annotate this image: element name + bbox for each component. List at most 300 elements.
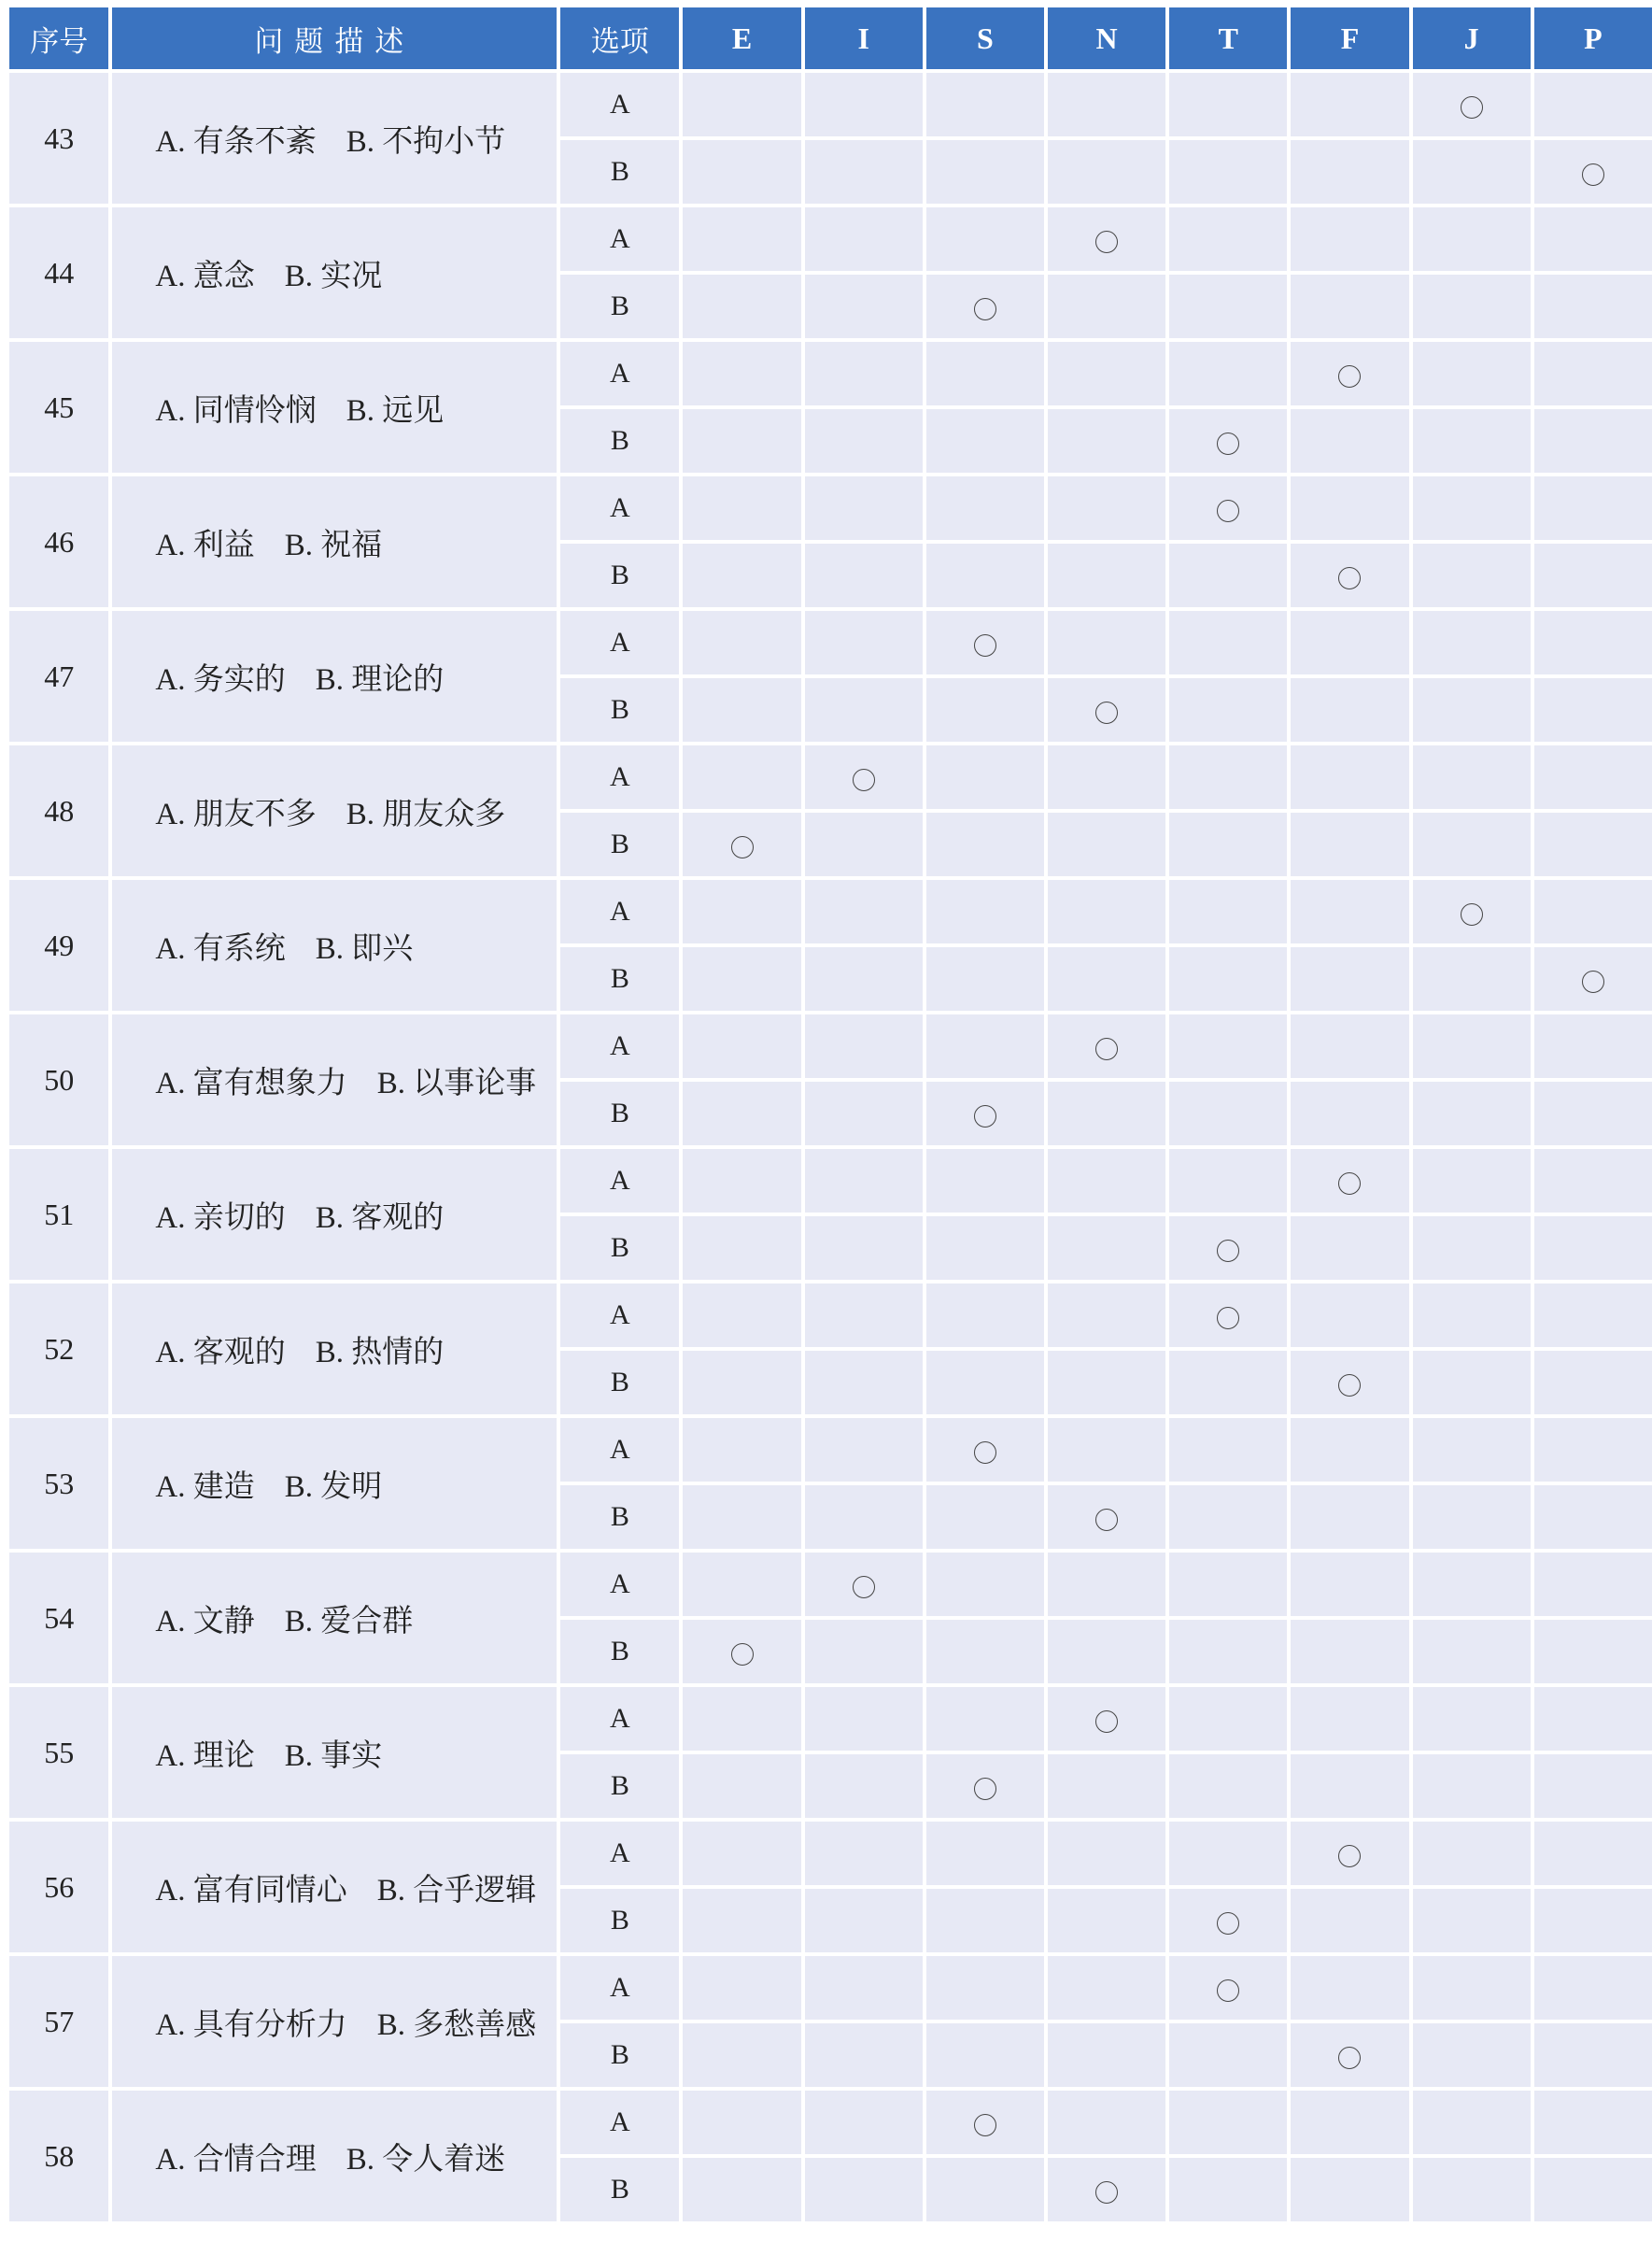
cell-n (1048, 1620, 1165, 1683)
choice-a-text: A. 合情合理 (155, 2142, 317, 2177)
cell-p (1534, 342, 1652, 405)
cell-f (1291, 1620, 1408, 1683)
cell-e (683, 207, 800, 271)
question-number: 43 (9, 73, 108, 204)
cell-p (1534, 1485, 1652, 1549)
cell-t (1169, 1216, 1287, 1280)
cell-n (1048, 611, 1165, 674)
cell-p (1534, 73, 1652, 136)
cell-j (1413, 611, 1531, 674)
cell-t (1169, 1149, 1287, 1213)
cell-p (1534, 1082, 1652, 1145)
cell-e (683, 2023, 800, 2087)
cell-j (1413, 2158, 1531, 2221)
option-b-label: B (560, 275, 679, 338)
cell-j (1413, 1149, 1531, 1213)
circle-icon (1338, 1172, 1361, 1195)
question-row-a (9, 1553, 1652, 1616)
choice-a-text: A. 有条不紊 (155, 124, 317, 159)
question-row-a (9, 1149, 1652, 1213)
choice-a-text: A. 理论 (155, 1738, 255, 1773)
cell-f (1291, 1149, 1408, 1213)
cell-n (1048, 342, 1165, 405)
cell-t (1169, 1889, 1287, 1952)
cell-e (683, 1889, 800, 1952)
question-row-a (9, 73, 1652, 136)
choice-a-text: A. 具有分析力 (155, 2007, 347, 2042)
cell-f (1291, 207, 1408, 271)
cell-f (1291, 1351, 1408, 1414)
cell-f (1291, 1082, 1408, 1145)
question-description (112, 1284, 557, 1414)
question-row-a (9, 745, 1652, 809)
cell-s (926, 207, 1044, 271)
cell-n (1048, 1014, 1165, 1078)
cell-t (1169, 1553, 1287, 1616)
cell-n (1048, 1553, 1165, 1616)
cell-f (1291, 1754, 1408, 1818)
cell-i (805, 2091, 923, 2154)
cell-i (805, 1822, 923, 1885)
cell-f (1291, 1889, 1408, 1952)
choice-b-text: B. 热情的 (315, 1335, 445, 1369)
cell-n (1048, 813, 1165, 876)
cell-j (1413, 1082, 1531, 1145)
circle-icon (974, 1105, 996, 1128)
question-row-a (9, 1687, 1652, 1751)
question-description (112, 1553, 557, 1683)
question-description (112, 1956, 557, 2087)
circle-icon (1582, 163, 1604, 186)
cell-f (1291, 73, 1408, 136)
cell-i (805, 544, 923, 607)
question-row-a (9, 476, 1652, 540)
cell-p (1534, 745, 1652, 809)
cell-e (683, 1418, 800, 1482)
circle-icon (974, 634, 996, 657)
header-option: 选项 (560, 7, 679, 69)
cell-i (805, 1149, 923, 1213)
cell-e (683, 140, 800, 204)
cell-n (1048, 476, 1165, 540)
cell-j (1413, 342, 1531, 405)
cell-p (1534, 409, 1652, 473)
question-description (112, 1822, 557, 1952)
circle-icon (853, 1576, 875, 1598)
cell-f (1291, 813, 1408, 876)
cell-t (1169, 880, 1287, 943)
question-description (112, 1014, 557, 1145)
cell-n (1048, 1485, 1165, 1549)
header-s: S (926, 7, 1044, 69)
cell-p (1534, 2158, 1652, 2221)
option-a-label: A (560, 73, 679, 136)
question-row-a (9, 1822, 1652, 1885)
option-a-label: A (560, 1687, 679, 1751)
cell-s (926, 1620, 1044, 1683)
cell-s (926, 1687, 1044, 1751)
table-body (9, 73, 1652, 2221)
cell-p (1534, 275, 1652, 338)
question-number: 56 (9, 1822, 108, 1952)
cell-i (805, 1956, 923, 2020)
question-row-a (9, 2091, 1652, 2154)
choice-a-text: A. 意念 (155, 259, 255, 293)
choice-a-text: A. 客观的 (155, 1335, 286, 1369)
cell-t (1169, 1687, 1287, 1751)
question-description (112, 1687, 557, 1818)
question-row-a (9, 611, 1652, 674)
cell-i (805, 745, 923, 809)
cell-i (805, 1284, 923, 1347)
option-a-label: A (560, 1284, 679, 1347)
cell-f (1291, 2023, 1408, 2087)
cell-p (1534, 1149, 1652, 1213)
cell-n (1048, 1418, 1165, 1482)
cell-p (1534, 611, 1652, 674)
cell-s (926, 880, 1044, 943)
cell-e (683, 880, 800, 943)
question-number: 45 (9, 342, 108, 473)
choice-a-text: A. 有系统 (155, 931, 286, 966)
cell-f (1291, 1687, 1408, 1751)
cell-t (1169, 745, 1287, 809)
option-b-label: B (560, 409, 679, 473)
cell-j (1413, 1620, 1531, 1683)
question-number: 55 (9, 1687, 108, 1818)
cell-i (805, 1082, 923, 1145)
choice-a-text: A. 建造 (155, 1469, 255, 1504)
cell-e (683, 678, 800, 742)
cell-f (1291, 140, 1408, 204)
cell-s (926, 1082, 1044, 1145)
header-e: E (683, 7, 800, 69)
circle-icon (1338, 2047, 1361, 2069)
cell-i (805, 1553, 923, 1616)
cell-n (1048, 2091, 1165, 2154)
cell-n (1048, 1822, 1165, 1885)
circle-icon (974, 2114, 996, 2136)
question-number: 53 (9, 1418, 108, 1549)
cell-s (926, 544, 1044, 607)
cell-j (1413, 2023, 1531, 2087)
cell-p (1534, 1687, 1652, 1751)
circle-icon (1095, 1038, 1118, 1060)
circle-icon (1338, 1374, 1361, 1397)
question-description (112, 73, 557, 204)
cell-p (1534, 880, 1652, 943)
cell-f (1291, 947, 1408, 1011)
choice-b-text: B. 祝福 (284, 528, 383, 562)
option-a-label: A (560, 1418, 679, 1482)
question-description (112, 2091, 557, 2221)
header-f: F (1291, 7, 1408, 69)
question-number: 58 (9, 2091, 108, 2221)
cell-p (1534, 476, 1652, 540)
cell-s (926, 342, 1044, 405)
cell-s (926, 813, 1044, 876)
option-b-label: B (560, 1082, 679, 1145)
cell-e (683, 2091, 800, 2154)
cell-i (805, 275, 923, 338)
option-b-label: B (560, 1216, 679, 1280)
question-number: 51 (9, 1149, 108, 1280)
cell-e (683, 1284, 800, 1347)
option-b-label: B (560, 947, 679, 1011)
choice-b-text: B. 多愁善感 (376, 2007, 537, 2042)
cell-j (1413, 1754, 1531, 1818)
cell-f (1291, 409, 1408, 473)
cell-p (1534, 1216, 1652, 1280)
circle-icon (853, 769, 875, 791)
question-description (112, 745, 557, 876)
cell-e (683, 73, 800, 136)
cell-p (1534, 544, 1652, 607)
cell-t (1169, 611, 1287, 674)
cell-p (1534, 1284, 1652, 1347)
cell-e (683, 476, 800, 540)
choice-b-text: B. 客观的 (315, 1200, 445, 1235)
cell-e (683, 1014, 800, 1078)
header-t: T (1169, 7, 1287, 69)
cell-j (1413, 1822, 1531, 1885)
cell-s (926, 1822, 1044, 1885)
cell-t (1169, 2158, 1287, 2221)
cell-s (926, 476, 1044, 540)
cell-n (1048, 207, 1165, 271)
cell-f (1291, 544, 1408, 607)
choice-b-text: B. 以事论事 (376, 1066, 537, 1100)
circle-icon (1217, 1912, 1239, 1935)
cell-s (926, 1216, 1044, 1280)
option-a-label: A (560, 1553, 679, 1616)
cell-s (926, 1754, 1044, 1818)
cell-s (926, 678, 1044, 742)
cell-f (1291, 1553, 1408, 1616)
question-description (112, 207, 557, 338)
cell-j (1413, 947, 1531, 1011)
option-a-label: A (560, 745, 679, 809)
cell-j (1413, 2091, 1531, 2154)
circle-icon (1095, 2181, 1118, 2204)
cell-j (1413, 409, 1531, 473)
cell-i (805, 1889, 923, 1952)
choice-b-text: B. 令人着迷 (346, 2142, 506, 2177)
choice-a-text: A. 富有同情心 (155, 1873, 347, 1908)
cell-s (926, 1284, 1044, 1347)
cell-t (1169, 476, 1287, 540)
cell-e (683, 611, 800, 674)
cell-j (1413, 813, 1531, 876)
cell-e (683, 1351, 800, 1414)
cell-i (805, 1687, 923, 1751)
cell-n (1048, 409, 1165, 473)
question-row-a (9, 342, 1652, 405)
cell-s (926, 1485, 1044, 1549)
cell-f (1291, 476, 1408, 540)
cell-f (1291, 611, 1408, 674)
cell-j (1413, 1216, 1531, 1280)
cell-n (1048, 1956, 1165, 2020)
choice-a-text: A. 文静 (155, 1604, 255, 1638)
cell-n (1048, 1889, 1165, 1952)
circle-icon (1582, 971, 1604, 993)
cell-f (1291, 2091, 1408, 2154)
cell-p (1534, 947, 1652, 1011)
cell-s (926, 1351, 1044, 1414)
cell-i (805, 1014, 923, 1078)
cell-p (1534, 678, 1652, 742)
option-a-label: A (560, 1014, 679, 1078)
question-number: 50 (9, 1014, 108, 1145)
cell-t (1169, 2023, 1287, 2087)
cell-j (1413, 880, 1531, 943)
cell-f (1291, 1216, 1408, 1280)
header-n: N (1048, 7, 1165, 69)
question-row-a (9, 880, 1652, 943)
cell-e (683, 342, 800, 405)
cell-t (1169, 1754, 1287, 1818)
cell-n (1048, 275, 1165, 338)
cell-e (683, 1687, 800, 1751)
circle-icon (974, 1441, 996, 1464)
cell-e (683, 544, 800, 607)
cell-n (1048, 1687, 1165, 1751)
cell-j (1413, 476, 1531, 540)
circle-icon (731, 836, 754, 858)
option-a-label: A (560, 207, 679, 271)
option-a-label: A (560, 1822, 679, 1885)
circle-icon (1217, 500, 1239, 522)
cell-p (1534, 207, 1652, 271)
cell-p (1534, 1956, 1652, 2020)
option-b-label: B (560, 1485, 679, 1549)
cell-e (683, 409, 800, 473)
cell-j (1413, 544, 1531, 607)
choice-a-text: A. 同情怜悯 (155, 393, 317, 428)
cell-f (1291, 1822, 1408, 1885)
cell-i (805, 611, 923, 674)
cell-i (805, 1620, 923, 1683)
header-j: J (1413, 7, 1531, 69)
cell-e (683, 947, 800, 1011)
question-number: 46 (9, 476, 108, 607)
option-b-label: B (560, 1351, 679, 1414)
circle-icon (1095, 702, 1118, 724)
cell-f (1291, 678, 1408, 742)
cell-n (1048, 1351, 1165, 1414)
question-row-a (9, 207, 1652, 271)
circle-icon (974, 298, 996, 320)
cell-j (1413, 1284, 1531, 1347)
cell-s (926, 1418, 1044, 1482)
cell-f (1291, 745, 1408, 809)
cell-n (1048, 2023, 1165, 2087)
cell-f (1291, 1014, 1408, 1078)
cell-i (805, 880, 923, 943)
question-row-a (9, 1014, 1652, 1078)
question-number: 52 (9, 1284, 108, 1414)
cell-j (1413, 1418, 1531, 1482)
cell-s (926, 73, 1044, 136)
cell-e (683, 1956, 800, 2020)
cell-n (1048, 73, 1165, 136)
cell-j (1413, 1687, 1531, 1751)
choice-b-text: B. 实况 (284, 259, 383, 293)
option-a-label: A (560, 880, 679, 943)
question-description (112, 611, 557, 742)
question-description (112, 1149, 557, 1280)
cell-s (926, 745, 1044, 809)
question-description (112, 342, 557, 473)
cell-i (805, 947, 923, 1011)
cell-s (926, 1956, 1044, 2020)
cell-t (1169, 947, 1287, 1011)
cell-s (926, 947, 1044, 1011)
choice-b-text: B. 合乎逻辑 (376, 1873, 537, 1908)
cell-n (1048, 1082, 1165, 1145)
cell-p (1534, 1889, 1652, 1952)
cell-e (683, 2158, 800, 2221)
cell-i (805, 1351, 923, 1414)
cell-p (1534, 2091, 1652, 2154)
cell-p (1534, 140, 1652, 204)
cell-j (1413, 73, 1531, 136)
choice-b-text: B. 朋友众多 (346, 797, 506, 831)
cell-t (1169, 1418, 1287, 1482)
circle-icon (1217, 1240, 1239, 1262)
question-row-a (9, 1284, 1652, 1347)
cell-t (1169, 1014, 1287, 1078)
cell-f (1291, 1418, 1408, 1482)
cell-p (1534, 1351, 1652, 1414)
cell-s (926, 1553, 1044, 1616)
question-row-a (9, 1418, 1652, 1482)
cell-i (805, 342, 923, 405)
cell-t (1169, 275, 1287, 338)
option-b-label: B (560, 1889, 679, 1952)
choice-a-text: A. 利益 (155, 528, 255, 562)
cell-s (926, 611, 1044, 674)
cell-p (1534, 1553, 1652, 1616)
cell-n (1048, 1149, 1165, 1213)
cell-t (1169, 1351, 1287, 1414)
circle-icon (1461, 96, 1483, 119)
cell-j (1413, 275, 1531, 338)
cell-n (1048, 1216, 1165, 1280)
cell-s (926, 1889, 1044, 1952)
cell-j (1413, 1351, 1531, 1414)
cell-n (1048, 544, 1165, 607)
cell-j (1413, 745, 1531, 809)
circle-icon (1461, 903, 1483, 926)
cell-t (1169, 813, 1287, 876)
cell-j (1413, 1553, 1531, 1616)
cell-j (1413, 1956, 1531, 2020)
question-number: 54 (9, 1553, 108, 1683)
choice-a-text: A. 富有想象力 (155, 1066, 347, 1100)
cell-s (926, 2023, 1044, 2087)
cell-p (1534, 1014, 1652, 1078)
cell-t (1169, 1284, 1287, 1347)
circle-icon (974, 1778, 996, 1800)
choice-b-text: B. 不拘小节 (346, 124, 506, 159)
cell-t (1169, 678, 1287, 742)
cell-e (683, 1082, 800, 1145)
cell-f (1291, 1284, 1408, 1347)
cell-t (1169, 1822, 1287, 1885)
cell-t (1169, 140, 1287, 204)
